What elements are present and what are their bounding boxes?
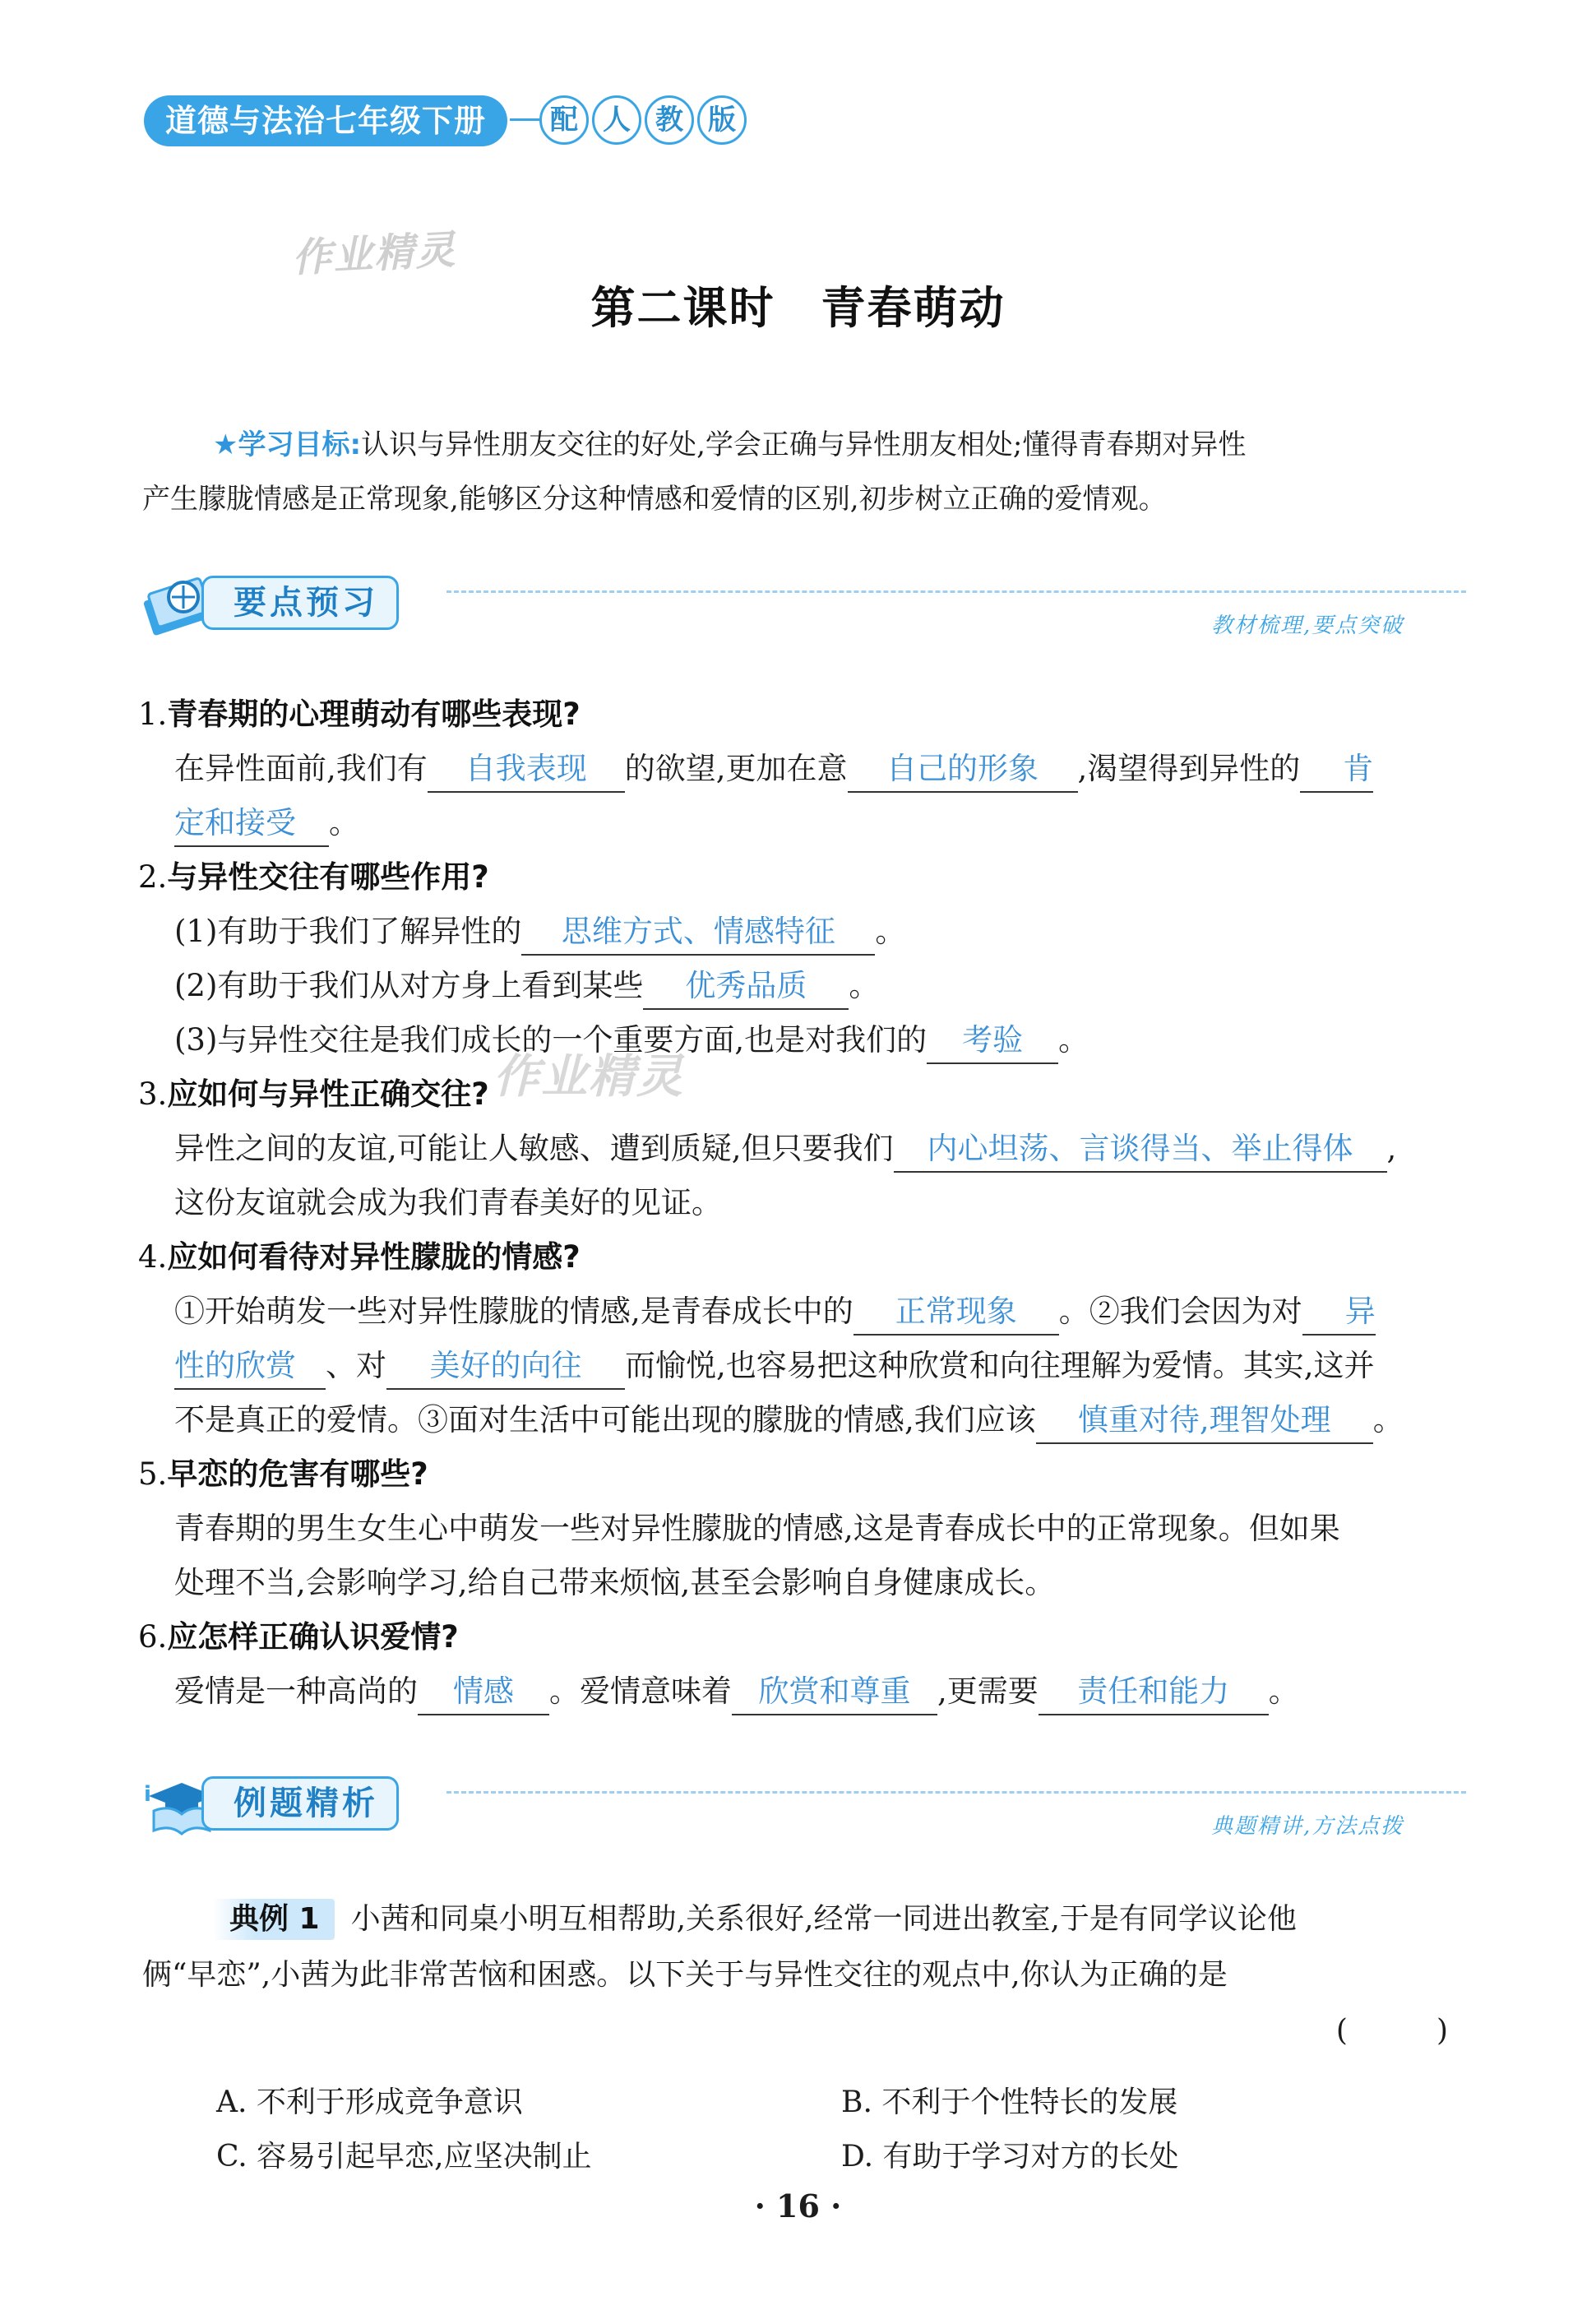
dashed-divider	[446, 590, 1466, 593]
watermark: 作业精灵	[493, 1050, 684, 1104]
answer-line: 性的欣赏 、对 美好的向往 而愉悦,也容易把这种欣赏和向往理解为爱情。其实,这并	[138, 1339, 1470, 1393]
answer-blank: 考验	[927, 1018, 1058, 1064]
dashed-divider	[446, 1791, 1466, 1794]
question-title: 1.青春期的心理萌动有哪些表现?	[138, 697, 581, 732]
answer-blank: 优秀品质	[643, 964, 849, 1010]
answer-blank: 责任和能力	[1039, 1669, 1269, 1715]
learning-goal	[142, 418, 1468, 526]
option-d: D. 有助于学习对方的长处	[841, 2140, 1179, 2173]
answer-blank: 情感	[418, 1669, 549, 1715]
option-list	[216, 2076, 1450, 2184]
answer-blank: 思维方式、情感特征	[521, 910, 875, 956]
answer-line: 异性之间的友谊,可能让人敏感、遭到质疑,但只要我们 内心坦荡、言谈得当、举止得体 ,	[138, 1122, 1470, 1176]
answer-line: 处理不当,会影响学习,给自己带来烦恼,甚至会影响自身健康成长。	[174, 1565, 1056, 1600]
edition-char: 人	[592, 95, 641, 145]
section-banner-examples	[142, 1768, 1468, 1839]
question-title: 6.应怎样正确认识爱情?	[138, 1619, 459, 1655]
example-question	[142, 1891, 1468, 2173]
answer-blank: 美好的向往	[386, 1344, 625, 1390]
goal-text: 认识与异性朋友交往的好处,学会正确与异性朋友相处;懂得青春期对异性	[361, 428, 1247, 461]
answer-line: 这份友谊就会成为我们青春美好的见证。	[174, 1185, 722, 1220]
question-title: 2.与异性交往有哪些作用?	[138, 859, 489, 895]
option-a: A. 不利于形成竞争意识	[216, 2085, 523, 2119]
answer-blank: 正常现象	[854, 1289, 1059, 1336]
answer-line: (1)有助于我们了解异性的 思维方式、情感特征 。	[138, 905, 1470, 959]
answer-line: 定和接受 。	[138, 796, 1470, 850]
answer-line: 不是真正的爱情。③面对生活中可能出现的朦胧的情感,我们应该 慎重对待,理智处理 。	[138, 1393, 1470, 1447]
lesson-title: 第二课时 青春萌动	[590, 282, 1006, 334]
goal-label: ★学习目标:	[213, 428, 362, 461]
answer-line: 在异性面前,我们有 自我表现 的欲望,更加在意 自己的形象 ,渴望得到异性的 肯	[138, 742, 1470, 796]
section-title: 要点预习	[201, 576, 399, 630]
pill-connector	[510, 118, 539, 121]
watermark: 作业精灵	[290, 226, 458, 282]
question-title: 5.早恋的危害有哪些?	[138, 1456, 428, 1492]
answer-line: ①开始萌发一些对异性朦胧的情感,是青春成长中的 正常现象 。②我们会因为对 异	[138, 1285, 1470, 1339]
answer-parentheses: ( )	[1335, 2014, 1448, 2048]
answer-blank: 欣赏和尊重	[732, 1669, 937, 1715]
section-title: 例题精析	[201, 1776, 399, 1831]
svg-text:i: i	[144, 1782, 151, 1807]
book-title-pill: 道德与法治七年级下册	[144, 95, 507, 146]
goal-text: 产生朦胧情感是正常现象,能够区分这种情感和爱情的区别,初步树立正确的爱情观。	[142, 483, 1167, 516]
answer-line: 爱情是一种高尚的 情感 。爱情意味着 欣赏和尊重 ,更需要 责任和能力 。	[138, 1664, 1470, 1719]
answer-blank: 性的欣赏	[174, 1344, 326, 1390]
option-c: C. 容易引起早恋,应坚决制止	[216, 2140, 592, 2173]
section-subtitle: 教材梳理,要点突破	[1211, 613, 1404, 638]
section-banner-preview	[142, 567, 1468, 638]
option-b: B. 不利于个性特长的发展	[841, 2085, 1178, 2119]
edition-char: 教	[645, 95, 694, 145]
answer-line: 青春期的男生女生心中萌发一些对异性朦胧的情感,这是青春成长中的正常现象。但如果	[174, 1511, 1340, 1546]
section-subtitle: 典题精讲,方法点拨	[1211, 1814, 1404, 1839]
example-text: 小茜和同桌小明互相帮助,关系很好,经常一同进出教室,于是有同学议论他	[350, 1902, 1297, 1936]
answer-blank: 慎重对待,理智处理	[1036, 1398, 1373, 1444]
edition-char: 配	[539, 95, 589, 145]
page-number: · 16 ·	[754, 2187, 842, 2224]
example-text: 俩“早恋”,小茜为此非常苦恼和困惑。以下关于与异性交往的观点中,你认为正确的是	[142, 1958, 1228, 1992]
question-list	[138, 687, 1470, 1719]
question-title: 4.应如何看待对异性朦胧的情感?	[138, 1239, 581, 1275]
example-tag: 典例 1	[213, 1899, 335, 1940]
answer-blank: 自己的形象	[848, 747, 1078, 793]
answer-blank: 肯	[1300, 747, 1373, 793]
question-title: 3.应如何与异性正确交往?	[138, 1076, 489, 1112]
answer-blank: 内心坦荡、言谈得当、举止得体	[894, 1127, 1387, 1173]
answer-blank: 自我表现	[428, 747, 625, 793]
answer-line: (3)与异性交往是我们成长的一个重要方面,也是对我们的 考验 。	[138, 1013, 1470, 1067]
edition-char: 版	[697, 95, 747, 145]
edition-label	[539, 95, 747, 145]
answer-blank: 定和接受	[174, 801, 329, 847]
answer-blank: 异	[1302, 1289, 1376, 1336]
answer-line: (2)有助于我们从对方身上看到某些 优秀品质 。	[138, 959, 1470, 1013]
